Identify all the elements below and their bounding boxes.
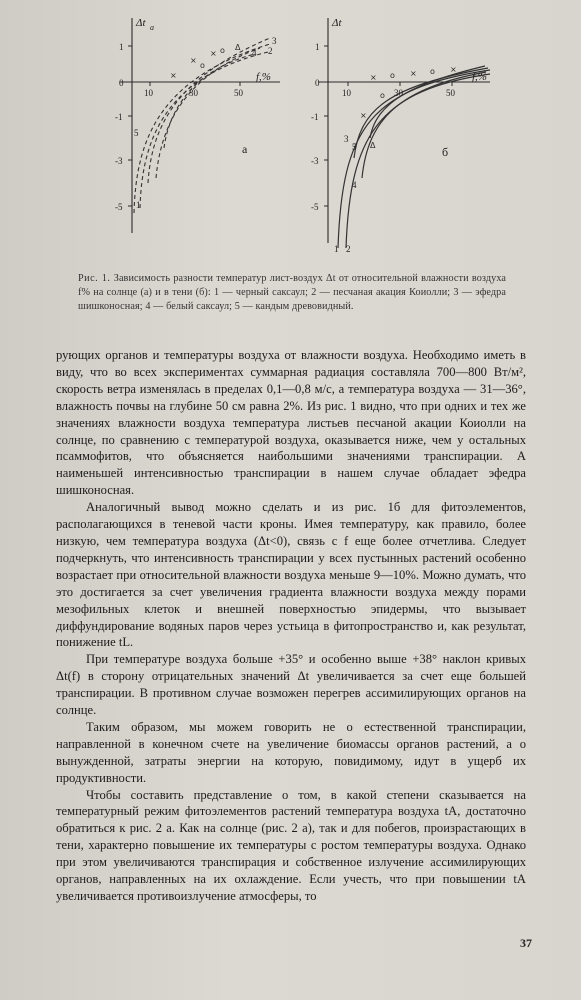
figure-plots (70, 8, 540, 270)
svg-text:×: × (360, 111, 367, 120)
panel-a-xtick-30: 30 (189, 88, 198, 98)
panel-b-ytick-m3: -3 (311, 156, 319, 166)
panel-a-ytick-0: 0 (119, 78, 124, 88)
figure-caption (78, 272, 506, 314)
body-text (56, 347, 526, 905)
panel-b-ytick-m1: -1 (311, 112, 319, 122)
panel-a-curve-4 (156, 48, 260, 178)
panel-a-ytick-m3: -3 (115, 156, 123, 166)
page-number: 37 (520, 936, 532, 950)
panel-b-curve-label-2: 2 (346, 244, 351, 254)
panel-a-ytick-m1: -1 (115, 112, 123, 122)
panel-a-curve-label-3: 3 (272, 36, 277, 46)
svg-text:×: × (410, 69, 417, 78)
svg-text:×: × (170, 71, 177, 80)
panel-b-xtick-10: 10 (342, 88, 351, 98)
svg-text:Δ: Δ (235, 43, 241, 52)
svg-text:×: × (450, 65, 457, 74)
svg-text:o: o (390, 71, 395, 80)
panel-b-ytick-1: 1 (315, 42, 320, 52)
svg-text:o: o (380, 91, 385, 100)
panel-b-xtick-50: 50 (446, 88, 455, 98)
panel-b-curve-label-5: 5 (352, 142, 357, 152)
panel-a-y-sub: a (150, 23, 154, 32)
svg-text:o: o (200, 61, 205, 70)
svg-text:Δ: Δ (370, 141, 376, 150)
panel-a-curve-label-5: 5 (134, 128, 139, 138)
panel-a-x-label: f,% (256, 71, 271, 83)
panel-a-curve-3 (148, 38, 270, 183)
svg-text:×: × (190, 56, 197, 65)
svg-text:×: × (370, 73, 377, 82)
panel-a-curve-5 (164, 54, 255, 148)
panel-b-ytick-m5: -5 (311, 202, 319, 212)
panel-b-ytick-0: 0 (315, 78, 320, 88)
panel-a-curve-label-4: 4 (252, 48, 257, 58)
paragraph: Таким образом, мы можем говорить не о естественной транспирации, направленной в конечном счете на увеличение биомассы органов растений, а о вынужденной, затраты энергии на которую, повидимому, идут в ущерб их продуктивности. (56, 719, 526, 785)
panel-b-x-label: f,% (472, 71, 487, 83)
paragraph: Аналогичный вывод можно сделать и из рис. 1б для фитоэлементов, располагающихся в теневой части кроны. Имея температуру, как правило, более низкую, чем температура воздуха (Δt<0), связь с f еще более отчетлива. Следует подчеркнуть, что интенсивность транспирации у всех пустынных растений особенно возрастает при относительной влажности воздуха меньше 9—10%. Можно думать, что это достигается за счет увеличения градиента влажности воздуха между порами мезофильных клеток и внешней поверхностью эпидермы, что вызывает диффундирование водяных паров через устьица в фитопространство и, как результат, понижение tL. (56, 500, 526, 650)
panel-a-curve-label-1: 1 (136, 200, 141, 210)
panel-a-xtick-10: 10 (144, 88, 153, 98)
panel-b-curve-4 (362, 72, 486, 178)
panel-a-ytick-m5: -5 (115, 202, 123, 212)
svg-text:×: × (210, 49, 217, 58)
panel-b-letter: б (442, 145, 449, 159)
panel-b-curve-1 (338, 70, 490, 248)
panel-b-curve-2 (346, 74, 490, 248)
panel-a-xtick-50: 50 (234, 88, 243, 98)
panel-a-y-label: Δt (136, 17, 146, 29)
paragraph: Чтобы составить представление о том, в какой степени сказывается на температурный режим фитоэлементов растений температура воздуха tA, достаточно обратиться к рис. 2 а. Как на солнце (рис. 2 а), так и для побегов, произрастающих в тени, характерно повышение их температуры с ростом температуры воздуха. Однако при этом увеличиваются транспирация и собственное излучение ассимилирующих органов, направленных на их охлаждение. Если учесть, что при повышении tA увеличивается противоизлучение атмосферы, то (56, 787, 526, 903)
panel-a-letter: а (242, 142, 248, 156)
panel-a-curve-label-2: 2 (268, 46, 273, 56)
panel-a-curve-2 (140, 52, 268, 208)
panel-b-curve-label-4: 4 (352, 180, 357, 190)
svg-text:o: o (220, 46, 225, 55)
svg-text:o: o (430, 67, 435, 76)
paragraph: При температуре воздуха больше +35° и особенно выше +38° наклон кривых Δt(f) в сторону отрицательных значений Δt увеличивается за счет еще большей транспирации. В противном случае возможен перегрев ассимилирующих органов на солнце. (56, 652, 526, 718)
caption-label: Рис. 1. (78, 273, 111, 284)
panel-b-curve-5 (370, 66, 485, 138)
panel-a-ytick-1: 1 (119, 42, 124, 52)
figure-1 (70, 8, 540, 270)
panel-b-curve-label-1: 1 (334, 244, 339, 254)
paragraph: рующих органов и температуры воздуха от влажности воздуха. Необходимо иметь в виду, что во всех экспериментах суммарная радиация составляла 700—800 Вт/м², скорость ветра изменялась в пределах 0,1—0,8 м/с, а температура воздуха — 31—36°, влажность почвы на глубине 50 см равна 2%. Из рис. 1 видно, что при одних и тех же значениях влажности воздуха температура листьев песчаной акации Коиолли на солнце, по сравнению с температурой воздуха, оказывается ниже, чем у остальных псаммофитов, что объясняется наибольшими значениями транспирации. А наименьшей интенсивностью транспирации в нашем случае обладает эфедра шишконосная. (56, 348, 526, 498)
caption-text: Зависимость разности температур лист-воздух Δt от относительной влажности воздуха f% на солнце (а) и в тени (б): 1 — черный саксаул; 2 — песчаная акация Коиолли; 3 — эфедра шишконосная; 4 — белый саксаул; 5 — кандым древовидный. (78, 273, 507, 312)
panel-b-xtick-30: 30 (394, 88, 403, 98)
panel-b-curve-label-3: 3 (344, 134, 349, 144)
panel-b-y-label: Δt (332, 17, 342, 29)
